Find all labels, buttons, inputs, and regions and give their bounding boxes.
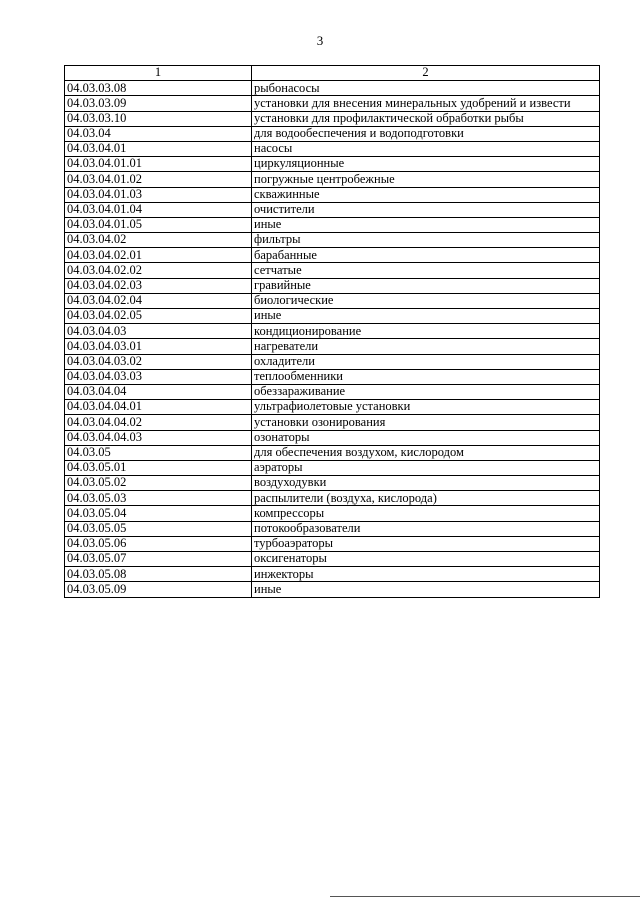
row-code-cell: 04.03.05.07 — [65, 552, 252, 567]
row-code-cell: 04.03.04.03.03 — [65, 369, 252, 384]
row-name-cell: аэраторы — [252, 460, 600, 475]
row-code-cell: 04.03.04.02.01 — [65, 248, 252, 263]
row-name-cell: оксигенаторы — [252, 552, 600, 567]
row-code-cell: 04.03.04.02.02 — [65, 263, 252, 278]
row-code-cell: 04.03.04.04 — [65, 384, 252, 399]
table-row — [65, 141, 600, 156]
table-row — [65, 567, 600, 582]
row-code-cell: 04.03.04.03 — [65, 324, 252, 339]
table-row — [65, 552, 600, 567]
footer-rule — [330, 896, 640, 897]
row-code-cell: 04.03.04.03.01 — [65, 339, 252, 354]
row-name-cell: нагреватели — [252, 339, 600, 354]
row-code-cell: 04.03.04.01.02 — [65, 172, 252, 187]
row-name-cell: озонаторы — [252, 430, 600, 445]
table-row — [65, 400, 600, 415]
row-name-cell: теплообменники — [252, 369, 600, 384]
row-name-cell: распылители (воздуха, кислорода) — [252, 491, 600, 506]
table-row — [65, 430, 600, 445]
row-code-cell: 04.03.04.04.03 — [65, 430, 252, 445]
row-code-cell: 04.03.05.05 — [65, 521, 252, 536]
row-code-cell: 04.03.04.02.03 — [65, 278, 252, 293]
row-name-cell: установки озонирования — [252, 415, 600, 430]
table-row — [65, 582, 600, 597]
table-body — [65, 81, 600, 597]
table-row — [65, 233, 600, 248]
table-row — [65, 354, 600, 369]
table-row — [65, 460, 600, 475]
table-row — [65, 293, 600, 308]
row-name-cell: гравийные — [252, 278, 600, 293]
table-row — [65, 506, 600, 521]
table-row — [65, 126, 600, 141]
row-name-cell: рыбонасосы — [252, 81, 600, 96]
row-code-cell: 04.03.04.01.04 — [65, 202, 252, 217]
table-row — [65, 187, 600, 202]
row-name-cell: биологические — [252, 293, 600, 308]
row-name-cell: для обеспечения воздухом, кислородом — [252, 445, 600, 460]
table-row — [65, 157, 600, 172]
row-code-cell: 04.03.04.01 — [65, 141, 252, 156]
row-name-cell: ультрафиолетовые установки — [252, 400, 600, 415]
table-row — [65, 324, 600, 339]
row-name-cell: барабанные — [252, 248, 600, 263]
row-code-cell: 04.03.04.02.05 — [65, 309, 252, 324]
row-code-cell: 04.03.05 — [65, 445, 252, 460]
row-code-cell: 04.03.04.02 — [65, 233, 252, 248]
table-row — [65, 278, 600, 293]
row-name-cell: насосы — [252, 141, 600, 156]
row-name-cell: иные — [252, 582, 600, 597]
row-code-cell: 04.03.05.01 — [65, 460, 252, 475]
row-name-cell: иные — [252, 217, 600, 232]
table-row — [65, 536, 600, 551]
table-row — [65, 309, 600, 324]
row-name-cell: установки для внесения минеральных удобрений и извести — [252, 96, 600, 111]
table-row — [65, 521, 600, 536]
table-row — [65, 384, 600, 399]
row-name-cell: для водообеспечения и водоподготовки — [252, 126, 600, 141]
row-name-cell: обеззараживание — [252, 384, 600, 399]
row-code-cell: 04.03.05.06 — [65, 536, 252, 551]
table-row — [65, 248, 600, 263]
row-code-cell: 04.03.04.02.04 — [65, 293, 252, 308]
row-code-cell: 04.03.05.02 — [65, 476, 252, 491]
table-row — [65, 81, 600, 96]
table-row — [65, 476, 600, 491]
row-code-cell: 04.03.04.01.05 — [65, 217, 252, 232]
row-name-cell: охладители — [252, 354, 600, 369]
row-name-cell: компрессоры — [252, 506, 600, 521]
table-row — [65, 202, 600, 217]
row-name-cell: кондиционирование — [252, 324, 600, 339]
table-row — [65, 369, 600, 384]
table-row — [65, 263, 600, 278]
table-row — [65, 339, 600, 354]
row-code-cell: 04.03.04.04.01 — [65, 400, 252, 415]
row-name-cell: иные — [252, 309, 600, 324]
column-header-code: 1 — [65, 66, 252, 81]
row-name-cell: воздуходувки — [252, 476, 600, 491]
column-header-name: 2 — [252, 66, 600, 81]
table-row — [65, 172, 600, 187]
page-number: 3 — [316, 33, 324, 48]
row-name-cell: установки для профилактической обработки рыбы — [252, 111, 600, 126]
table-row — [65, 415, 600, 430]
row-code-cell: 04.03.05.04 — [65, 506, 252, 521]
row-name-cell: скважинные — [252, 187, 600, 202]
row-code-cell: 04.03.03.09 — [65, 96, 252, 111]
row-code-cell: 04.03.04.04.02 — [65, 415, 252, 430]
table-header-row — [65, 66, 600, 81]
row-name-cell: потокообразователи — [252, 521, 600, 536]
row-code-cell: 04.03.03.10 — [65, 111, 252, 126]
classification-table — [64, 65, 600, 598]
table-row — [65, 96, 600, 111]
row-code-cell: 04.03.05.08 — [65, 567, 252, 582]
row-name-cell: инжекторы — [252, 567, 600, 582]
row-code-cell: 04.03.04.01.01 — [65, 157, 252, 172]
row-code-cell: 04.03.05.09 — [65, 582, 252, 597]
row-name-cell: очистители — [252, 202, 600, 217]
row-code-cell: 04.03.05.03 — [65, 491, 252, 506]
row-name-cell: погружные центробежные — [252, 172, 600, 187]
table-row — [65, 217, 600, 232]
row-name-cell: турбоаэраторы — [252, 536, 600, 551]
table-row — [65, 111, 600, 126]
row-name-cell: циркуляционные — [252, 157, 600, 172]
table-row — [65, 491, 600, 506]
row-name-cell: сетчатые — [252, 263, 600, 278]
row-code-cell: 04.03.04.01.03 — [65, 187, 252, 202]
row-code-cell: 04.03.04 — [65, 126, 252, 141]
row-name-cell: фильтры — [252, 233, 600, 248]
row-code-cell: 04.03.04.03.02 — [65, 354, 252, 369]
table-row — [65, 445, 600, 460]
row-code-cell: 04.03.03.08 — [65, 81, 252, 96]
